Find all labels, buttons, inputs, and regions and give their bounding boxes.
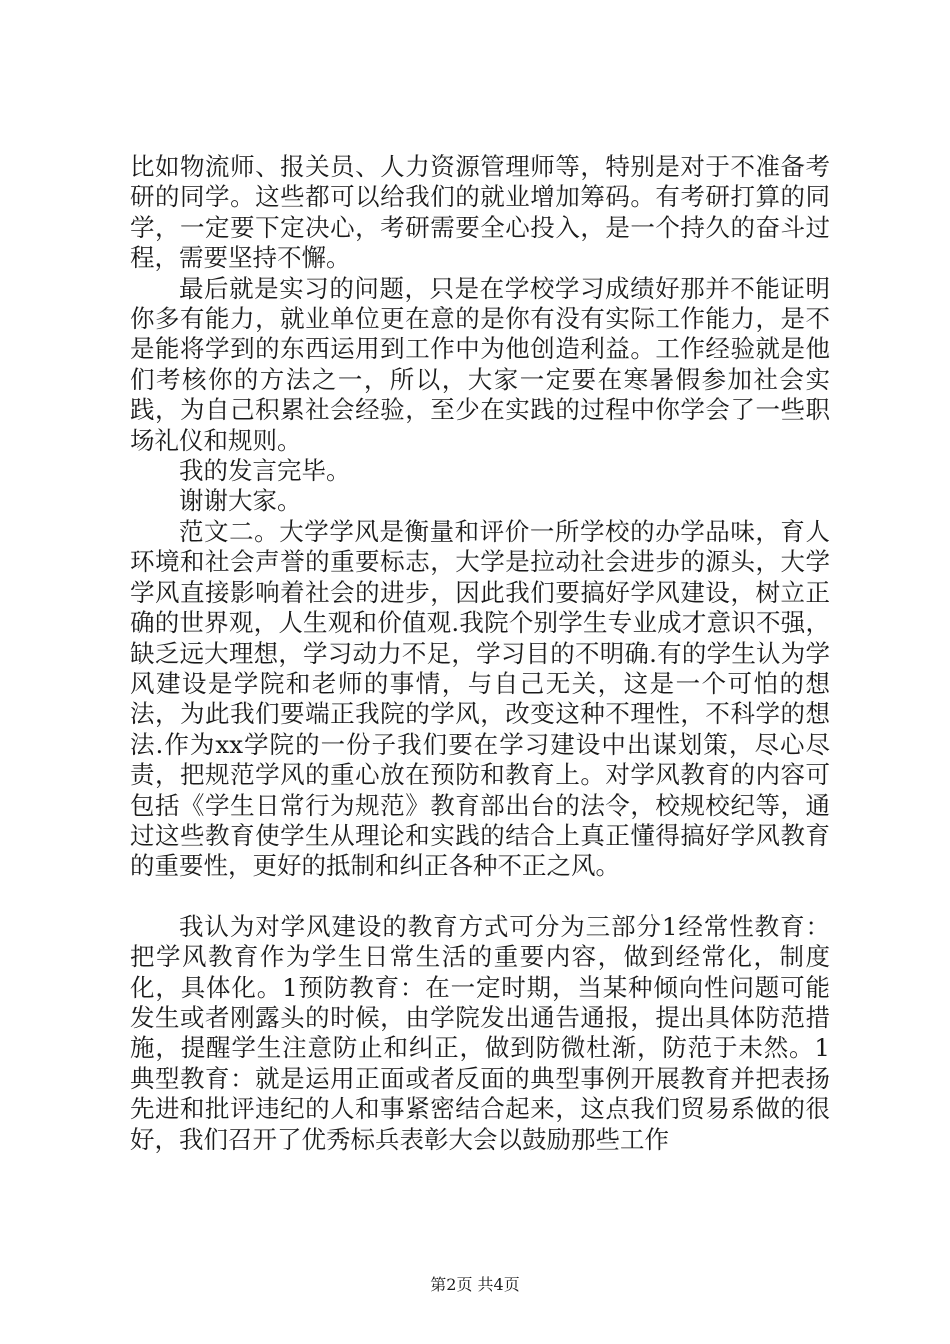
document-body bbox=[130, 152, 830, 1155]
paragraph-2: 最后就是实习的问题，只是在学校学习成绩好那并不能证明你多有能力，就业单位更在意的是你有没有实际工作能力，是不是能将学到的东西运用到工作中为他创造利益。工作经验就是他们考核你的方法之一，所以，大家一定要在寒暑假参加社会实践，为自己积累社会经验，至少在实践的过程中你学会了一些职场礼仪和规则。 bbox=[130, 273, 830, 455]
paragraph-5: 范文二。大学学风是衡量和评价一所学校的办学品味，育人环境和社会声誉的重要标志，大学是拉动社会进步的源头，大学学风直接影响着社会的进步，因此我们要搞好学风建设，树立正确的世界观，人生观和价值观.我院个别学生专业成才意识不强，缺乏远大理想，学习动力不足，学习目的不明确.有的学生认为学风建设是学院和老师的事情，与自己无关，这是一个可怕的想法，为此我们要端正我院的学风，改变这种不理性，不科学的想法.作为xx学院的一份子我们要在学习建设中出谋划策，尽心尽责，把规范学风的重心放在预防和教育上。对学风教育的内容可包括《学生日常行为规范》教育部出台的法令，校规校纪等，通过这些教育使学生从理论和实践的结合上真正懂得搞好学风教育的重要性，更好的抵制和纠正各种不正之风。 bbox=[130, 516, 830, 881]
paragraph-6: 我认为对学风建设的教育方式可分为三部分1经常性教育：把学风教育作为学生日常生活的重要内容，做到经常化，制度化，具体化。1预防教育：在一定时期，当某种倾向性问题可能发生或者刚露头的时候，由学院发出通告通报，提出具体防范措施，提醒学生注意防止和纠正，做到防微杜渐，防范于未然。1典型教育：就是运用正面或者反面的典型事例开展教育并把表扬先进和批评违纪的人和事紧密结合起来，这点我们贸易系做的很好，我们召开了优秀标兵表彰大会以鼓励那些工作 bbox=[130, 911, 830, 1154]
paragraph-spacer bbox=[130, 882, 830, 912]
paragraph-4: 谢谢大家。 bbox=[179, 486, 302, 516]
paragraph-1: 比如物流师、报关员、人力资源管理师等，特别是对于不准备考研的同学。这些都可以给我们的就业增加筹码。有考研打算的同学，一定要下定决心，考研需要全心投入，是一个持久的奋斗过程，需要坚持不懈。 bbox=[130, 152, 830, 273]
page-footer: 第2页 共4页 bbox=[430, 1275, 520, 1294]
paragraph-3: 我的发言完毕。 bbox=[179, 456, 351, 486]
